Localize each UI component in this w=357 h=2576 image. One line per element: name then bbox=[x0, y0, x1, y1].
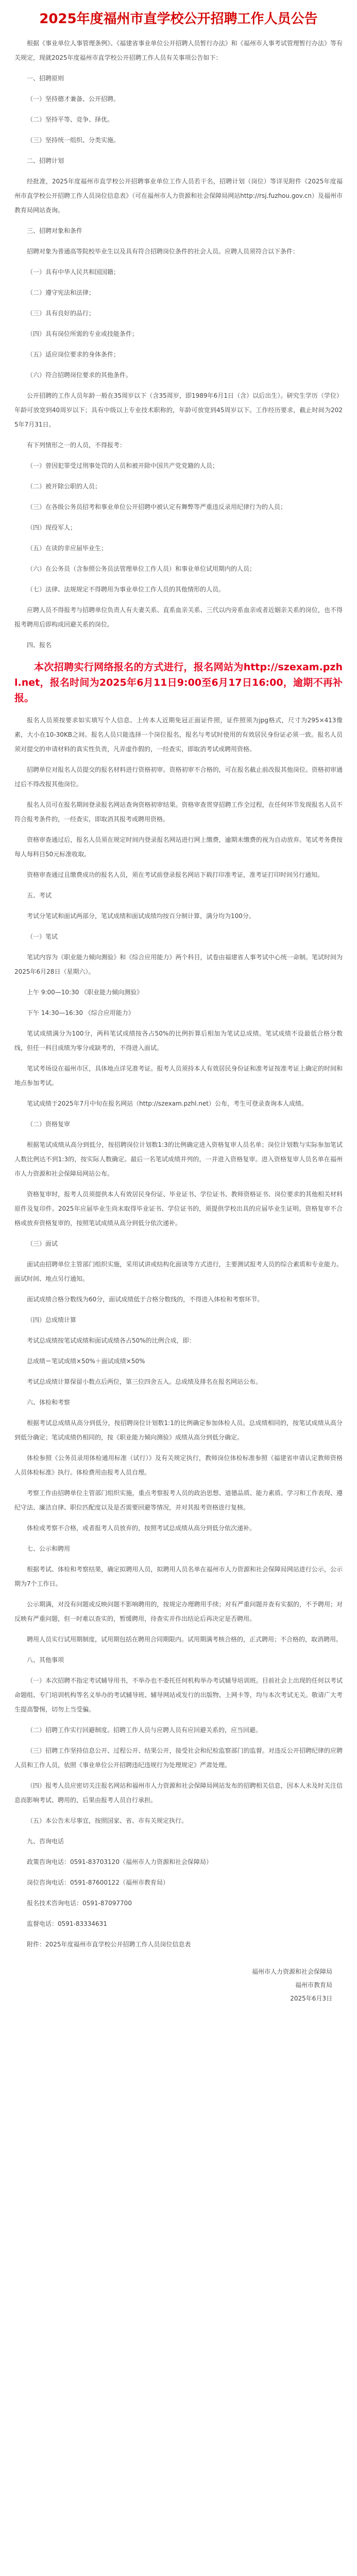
body-paragraph: （五）本公告未尽事宜，按照国家、省、市有关规定执行。 bbox=[27, 1817, 188, 1824]
body-paragraph: 经批准，2025年度福州市直学校公开招聘事业单位工作人员若干名，招聘计划（岗位）等详见附件《2025年度福州市直学校公开招聘工作人员岗位信息表》（可在福州市人力资源和社会保障局网站http://rsj.fuzhou.gov.cn）及福州市教育局网站查询。 bbox=[14, 178, 343, 214]
body-paragraph: 公开招聘的工作人员年龄一般在35周岁以下（含35周岁，即1989年6月1日（含）以后出生）。研究生学历（学位）年龄可放宽到40周岁以下；具有中级以上专业技术职称的，年龄可放宽到45周岁以下。工作经历要求，截止时间为2025年7月31日。 bbox=[14, 392, 343, 428]
section-heading: 五、考试 bbox=[27, 892, 52, 899]
body-paragraph: （五）在读的非应届毕业生； bbox=[27, 545, 108, 552]
body-paragraph: 监督电话：0591-83334631 bbox=[27, 1920, 107, 1927]
body-paragraph: 体检或考察不合格，或者报考人员放弃的，按照考试总成绩从高分到低分依次递补。 bbox=[27, 1524, 256, 1532]
body-paragraph: 根据考试总成绩从高分到低分，按招聘岗位计划数1:1的比例确定参加体检人员。总成绩相同的，按笔试成绩从高分到低分确定；笔试成绩仍相同的，按《职业能力倾向测验》成绩从高分到低分确定。 bbox=[14, 1419, 343, 1441]
section-heading: 九、咨询电话 bbox=[27, 1838, 64, 1845]
body-paragraph: （三）具有良好的品行； bbox=[27, 310, 95, 317]
section-heading: 八、其他事项 bbox=[27, 1656, 64, 1664]
body-paragraph: （二）招聘工作实行回避制度。招聘工作人员与应聘人员有应回避关系的，应当回避。 bbox=[27, 1726, 262, 1734]
body-paragraph: （一）曾因犯罪受过刑事处罚的人员和被开除中国共产党党籍的人员； bbox=[27, 462, 219, 469]
body-paragraph: 招聘对象为普通高等院校毕业生以及具有符合招聘岗位条件的社会人员。应聘人员须符合以下条件： bbox=[27, 248, 299, 255]
body-paragraph: （一）坚持德才兼备、公开招聘。 bbox=[27, 95, 120, 103]
section-heading: 六、体检和考察 bbox=[27, 1399, 71, 1406]
body-paragraph: （七）法律、法规规定不得聘用为事业单位工作人员的其他情形的人员。 bbox=[27, 586, 225, 593]
body-paragraph: （三）在各级公务员招考和事业单位公开招聘中被认定有舞弊等严重违反录用纪律行为的人员； bbox=[27, 503, 287, 511]
body-paragraph: 应聘人员不得报考与招聘单位负责人有夫妻关系、直系血亲关系、三代以内旁系血亲或者近姻亲关系的岗位，也不得报考聘用后即构成回避关系的岗位。 bbox=[14, 606, 343, 628]
page-title: 2025年度福州市直学校公开招聘工作人员公告 bbox=[39, 11, 318, 27]
body-paragraph: 考试分笔试和面试两部分，笔试成绩和面试成绩均按百分制计算，满分均为100分。 bbox=[27, 912, 255, 920]
body-paragraph: （二）坚持平等、竞争、择优。 bbox=[27, 116, 114, 123]
body-paragraph: 招聘单位对报名人员提交的报名材料进行资格初审。资格初审不合格的，可在报名截止前改报其他岗位。资格初审通过后不得改报其他岗位。 bbox=[14, 766, 343, 788]
body-paragraph: 上午 9:00—10:30 《职业能力倾向测验》 bbox=[27, 989, 143, 996]
section-heading: 七、公示和聘用 bbox=[27, 1545, 71, 1552]
body-paragraph: 公示期满，对没有问题或反映问题不影响聘用的，按规定办理聘用手续；对有严重问题并查有实据的，不予聘用；对反映有严重问题，但一时难以查实的，暂缓聘用，待查实并作出结论后再决定是否聘用。 bbox=[14, 1601, 343, 1622]
body-paragraph: （六）符合招聘岗位要求的其他条件。 bbox=[27, 371, 132, 379]
body-paragraph: 面试成绩合格分数线为60分，面试成绩低于合格分数线的，不得进入体检和考察环节。 bbox=[27, 1296, 264, 1303]
body-paragraph: 笔试成绩于2025年7月中旬在报名网站（http://szexam.pzhl.net）公布，考生可登录查询本人成绩。 bbox=[27, 1100, 308, 1107]
body-paragraph: 资格复审时，报考人员须提供本人有效居民身份证、毕业证书、学位证书、教师资格证书、岗位要求的其他相关材料原件及复印件。2025年应届毕业生尚未取得毕业证书、学位证书的，须提供学校出具的应届毕业生证明。资格复审不合格或放弃资格复审的，按照笔试成绩从高分到低分依次递补。 bbox=[14, 1191, 343, 1227]
body-paragraph: （三）招聘工作坚持信息公开、过程公开、结果公开，接受社会和纪检监察部门的监督。对违反公开招聘纪律的应聘人员和工作人员，依照《事业单位公开招聘违纪违规行为处理规定》严肃处理。 bbox=[14, 1747, 343, 1769]
body-paragraph: （三）面试 bbox=[27, 1240, 58, 1247]
body-paragraph: （四）现役军人； bbox=[27, 524, 77, 531]
body-paragraph: 考试总成绩计算保留小数点后两位，第三位四舍五入。总成绩及排名在报名网站公布。 bbox=[27, 1378, 262, 1385]
signature-block bbox=[14, 1965, 343, 2005]
body-paragraph: （二）遵守宪法和法律； bbox=[27, 289, 95, 296]
section-heading: 三、招聘对象和条件 bbox=[27, 227, 83, 234]
body-paragraph: 聘用人员实行试用期制度，试用期包括在聘用合同期限内。试用期满考核合格的，正式聘用；不合格的，取消聘用。 bbox=[27, 1636, 343, 1643]
body-paragraph: 面试由招聘单位主管部门组织实施，采用试讲或结构化面谈等方式进行，主要测试报考人员的综合素质和专业能力。面试时间、地点另行通知。 bbox=[14, 1261, 343, 1282]
highlight-notice: 本次招聘实行网络报名的方式进行，报名网站为http://szexam.pzhl.net，报名时间为2025年6月11日9:00至6月17日16:00，逾期不再补报。 bbox=[14, 662, 343, 704]
body-paragraph: 岗位咨询电话：0591-87600122（福州市教育局） bbox=[27, 1879, 169, 1886]
body-paragraph: 笔试内容为《职业能力倾向测验》和《综合应用能力》两个科目，试卷由福建省人事考试中心统一命制。笔试时间为2025年6月28日（星期六）。 bbox=[14, 954, 343, 975]
body-paragraph: 根据笔试成绩从高分到低分，按招聘岗位计划数1:3的比例确定进入资格复审人员名单；岗位计划数与实际参加笔试人数比例达不到1:3的，按实际人数确定。最后一名笔试成绩并列的，一并进入资格复审。进入资格复审人员名单在福州市人力资源和社会保障局网站公布。 bbox=[14, 1141, 343, 1177]
announcement-body bbox=[14, 36, 343, 1952]
body-paragraph: 考试总成绩按笔试成绩和面试成绩各占50%的比例合成，即： bbox=[27, 1337, 195, 1344]
signature-line: 2025年6月3日 bbox=[290, 1995, 332, 2002]
body-paragraph: 资格审查通过后，报名人员须在规定时间内登录报名网站进行网上缴费，逾期未缴费的视为自动放弃。笔试考务费按每人每科目50元标准收取。 bbox=[14, 836, 343, 858]
signature-line: 福州市教育局 bbox=[295, 1981, 332, 1989]
body-paragraph: 根据《事业单位人事管理条例》、《福建省事业单位公开招聘人员暂行办法》和《福州市人事考试管理暂行办法》等有关规定，现就2025年度福州市直学校公开招聘工作人员有关事项公告如下： bbox=[14, 40, 343, 61]
body-paragraph: 附件：2025年度福州市直学校公开招聘工作人员岗位信息表 bbox=[27, 1941, 191, 1948]
body-paragraph: （四）具有岗位所需的专业或技能条件； bbox=[27, 330, 139, 337]
body-paragraph: （一）本次招聘不指定考试辅导用书，不举办也不委托任何机构举办考试辅导培训班。目前社会上出现的任何以考试命题组、专门培训机构等名义举办的考试辅导班、辅导网站或发行的出版物、上网卡等，均与本次考试无关。敬请广大考生提高警惕，切勿上当受骗。 bbox=[14, 1677, 343, 1713]
section-heading: 一、招聘原则 bbox=[27, 75, 64, 82]
section-heading: 二、招聘计划 bbox=[27, 157, 64, 164]
body-paragraph: （三）坚持统一组织、分类实施。 bbox=[27, 137, 120, 144]
body-paragraph: 报名人员须按要求如实填写个人信息、上传本人近期免冠正面证件照，证件照须为jpg格式，尺寸为295×413像素，大小在10-30KB之间。报名人员只能选择一个岗位报名，报名与考试时使用的有效居民身份证必须一致。报名人员须对提交的申请材料的真实性负责，凡弄虚作假的，一经查实，即取消考试或聘用资格。 bbox=[14, 717, 343, 753]
body-paragraph: （六）在公务员（含参照公务员法管理单位工作人员）和事业单位试用期内的人员； bbox=[27, 565, 256, 572]
body-paragraph: 政策咨询电话：0591-83703120（福州市人力资源和社会保障局） bbox=[27, 1858, 212, 1866]
body-paragraph: 根据考试、体检和考察结果，确定拟聘用人员，拟聘用人员名单在福州市人力资源和社会保障局网站进行公示，公示期为7个工作日。 bbox=[14, 1566, 343, 1587]
body-paragraph: 体检参照《公务员录用体检通用标准（试行）》及有关规定执行，教师岗位体检标准参照《福建省申请认定教师资格人员体检标准》执行。体检费用由报考人员自理。 bbox=[14, 1454, 343, 1476]
body-paragraph: （四）总成绩计算 bbox=[27, 1316, 77, 1324]
body-paragraph: （四）报考人员应密切关注报名网站和福州市人力资源和社会保障局网站发布的招聘相关信息，因本人未及时关注信息而影响考试、聘用的，后果由报考人员自行承担。 bbox=[14, 1782, 343, 1804]
body-paragraph: 考察工作由招聘单位主管部门组织实施，重点考察报考人员的政治思想、道德品质、能力素质、学习和工作表现、遵纪守法、廉洁自律、职位匹配度以及是否需要回避等情况，并对其报考资格进行复核。 bbox=[14, 1489, 343, 1511]
body-paragraph: 笔试成绩满分为100分，两科笔试成绩按各占50%的比例折算后相加为笔试总成绩。笔试成绩不设最低合格分数线，但任一科目成绩为零分或缺考的，不得进入面试。 bbox=[14, 1030, 343, 1052]
body-paragraph: （一）笔试 bbox=[27, 933, 58, 940]
body-paragraph: 资格审查通过且缴费成功的报名人员，须在考试前登录报名网站下载打印准考证，准考证打印时间另行通知。 bbox=[27, 871, 324, 878]
body-paragraph: （二）资格复审 bbox=[27, 1121, 71, 1128]
section-heading: 四、报名 bbox=[27, 641, 52, 649]
body-paragraph: 总成绩＝笔试成绩×50%＋面试成绩×50% bbox=[27, 1358, 145, 1365]
body-paragraph: 报名人员可在报名期间登录报名网站查询资格初审结果。资格审查贯穿招聘工作全过程，在任何环节发现报名人员不符合报考条件的，一经查实，即取消其报考或聘用资格。 bbox=[14, 801, 343, 823]
body-paragraph: 报名技术咨询电话：0591-87097700 bbox=[27, 1900, 132, 1907]
body-paragraph: （五）适应岗位要求的身体条件； bbox=[27, 351, 120, 358]
body-paragraph: 有下列情形之一的人员，不得报考： bbox=[27, 442, 126, 449]
signature-line: 福州市人力资源和社会保障局 bbox=[251, 1968, 332, 1975]
body-paragraph: 下午 14:30—16:30 《综合应用能力》 bbox=[27, 1009, 134, 1016]
body-paragraph: 笔试考场设在福州市区，具体地点详见准考证。报考人员须持本人有效居民身份证和准考证按准考证上确定的时间和地点参加考试。 bbox=[14, 1065, 343, 1087]
body-paragraph: （一）具有中华人民共和国国籍； bbox=[27, 268, 120, 276]
body-paragraph: （二）被开除公职的人员； bbox=[27, 483, 101, 490]
